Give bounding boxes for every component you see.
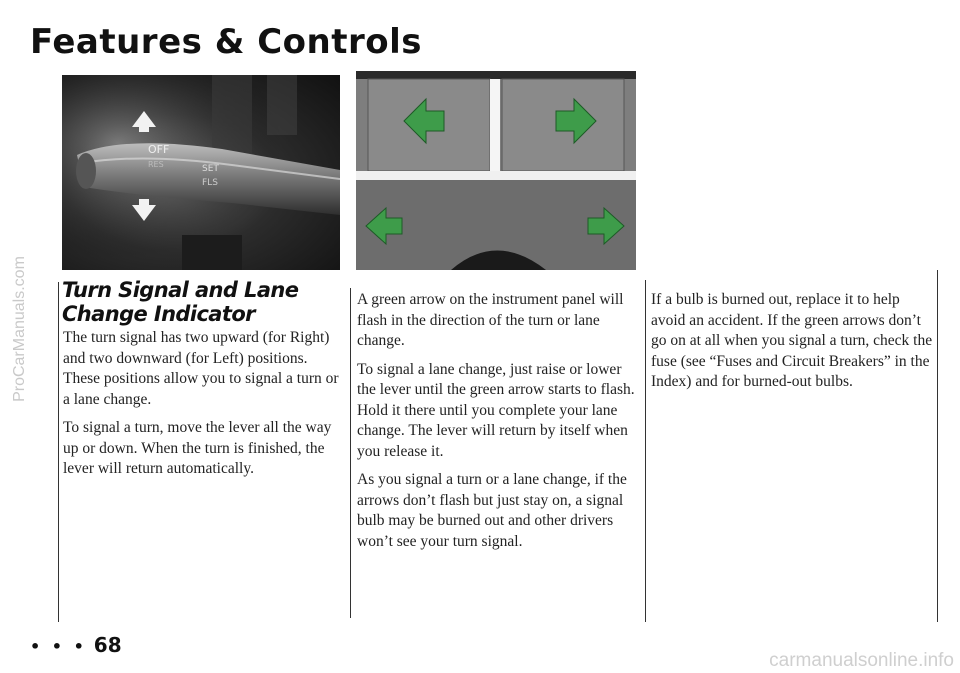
paragraph: The turn signal has two upward (for Right) and two downward (for Left) positions. These positions allow you to signal a turn or a lane change. [63,329,339,408]
turn-signal-lever-photo [62,75,340,270]
column-divider [350,288,351,618]
lever-label-fls: FLS [202,178,218,188]
instrument-panel-photo [356,71,636,270]
panel-illustration [356,71,636,270]
lever-label-res: RES [148,160,164,169]
page-number-dots: • • • [30,637,87,656]
page-title: Features & Controls [30,22,422,62]
lever-label-off: OFF [148,143,170,156]
column-3 [651,290,933,401]
page-number [30,633,122,657]
section-heading: Turn Signal and Lane Change Indicator [62,278,299,326]
side-watermark-text: ProCarManuals.com [11,256,28,402]
column-1 [63,328,343,488]
page-number-value: 68 [93,633,122,657]
paragraph: To signal a turn, move the lever all the way up or down. When the turn is finished, the lever will return automatically. [63,419,332,477]
column-divider [645,280,646,622]
column-2 [357,290,641,560]
side-watermark [0,0,34,673]
column-divider [58,282,59,622]
lever-label-set: SET [202,164,219,174]
paragraph: To signal a lane change, just raise or lower the lever until the green arrow starts to flash. Hold it there until you complete your lane change. The lever will return by itself when you release it. [357,360,635,460]
footer-watermark: carmanualsonline.info [769,650,954,671]
paragraph: If a bulb is burned out, replace it to help avoid an accident. If the green arrows don’t go on at all when you signal a turn, check the fuse (see “Fuses and Circuit Breakers” in the Index) and for burned-out bulbs. [651,291,933,390]
paragraph: As you signal a turn or a lane change, if the arrows don’t flash but just stay on, a signal bulb may be burned out and other drivers won’t see your turn signal. [357,471,627,550]
paragraph: A green arrow on the instrument panel will flash in the direction of the turn or lane change. [357,291,624,349]
lever-illustration [62,75,340,270]
column-divider [937,270,938,622]
